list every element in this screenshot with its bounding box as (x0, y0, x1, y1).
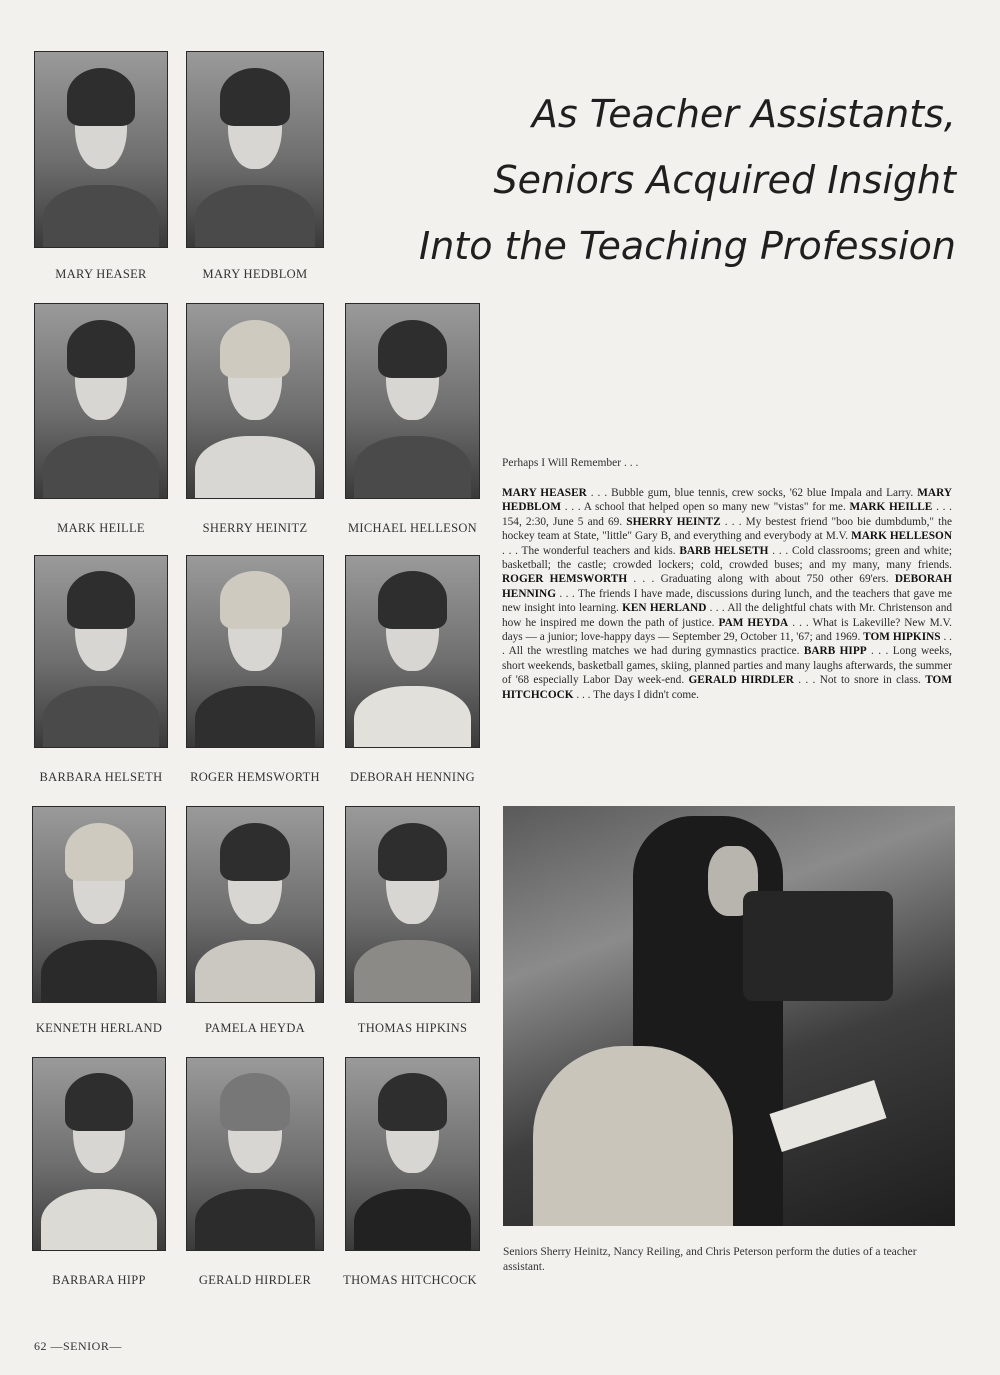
portrait-name: PAMELA HEYDA (204, 1021, 306, 1035)
entry-text: . . . Not to snore in class. (793, 674, 926, 687)
entry-text: . . . All the wrestling matches we had during gymnastics practice. (502, 631, 952, 658)
entry-text: . . . Long weeks, short weekends, basketball games, skiing, planned parties and many laughs afterwards, the summer of '68 especially Labor Day week-end. (502, 645, 953, 687)
portrait-name: ROGER HEMSWORTH (190, 770, 320, 784)
portrait-thomas-hitchcock (345, 1057, 480, 1251)
entry-text: . . . A school that helped open so many new "vistas" for me. (561, 501, 850, 514)
portrait-name: MARY HEASER (55, 267, 147, 281)
entry-text: . . . Bubble gum, blue tennis, crew socks, '62 blue Impala and Larry. (586, 487, 918, 499)
portrait-name: DEBORAH HENNING (350, 770, 475, 784)
entry-name: TOM HIPKINS (863, 631, 941, 644)
portrait-name: BARBARA HELSETH (39, 770, 163, 784)
entry-name: BARB HELSETH (679, 544, 769, 557)
entry-text: . . . What is Lakeville? New M.V. days — a junior; love-happy days — September 29, October 11, '67; and 1969. (502, 616, 952, 644)
photo-caption: Seniors Sherry Heinitz, Nancy Reiling, and Chris Peterson perform the duties of a teacher assistant. (503, 1246, 917, 1273)
article-intro: Perhaps I Will Remember . . . (502, 457, 639, 469)
portrait-name: MARK HEILLE (57, 521, 145, 535)
entry-text: . . . My bestest friend "boo bie dumbdumb," the hockey team at State, "little" Gary B, and everything and everybody at M.V. (502, 515, 952, 543)
entry-text: . . . 154, 2:30, June 5 and 69. (502, 501, 952, 528)
portrait-name: MARY HEDBLOM (202, 267, 308, 281)
portrait-barbara-hipp (32, 1057, 166, 1251)
teacher-assistant-photo (503, 806, 955, 1226)
entry-name: GERALD HIRDLER (688, 674, 794, 687)
headline-line-1: As Teacher Assistants, (531, 92, 956, 136)
entry-name: KEN HERLAND (622, 602, 707, 615)
entry-text: . . . All the delightful chats with Mr. Christenson and how he inspired me down the path of justice. (502, 602, 952, 629)
page-folio: 62 —SENIOR— (34, 1339, 122, 1353)
entry-name: MARY HEASER (502, 487, 587, 499)
portrait-mark-heille (34, 303, 168, 499)
entry-name: BARB HIPP (803, 645, 867, 658)
entry-name: SHERRY HEINTZ (626, 515, 721, 528)
portrait-michael-helleson (345, 303, 480, 499)
portrait-name: KENNETH HERLAND (35, 1021, 163, 1035)
portrait-name: THOMAS HITCHCOCK (343, 1273, 477, 1287)
entry-text: . . . The wonderful teachers and kids. (502, 544, 680, 557)
portrait-kenneth-herland (32, 806, 166, 1003)
portrait-name: THOMAS HIPKINS (357, 1021, 468, 1035)
portrait-name: SHERRY HEINITZ (202, 521, 308, 535)
portrait-pamela-heyda (186, 806, 324, 1003)
portrait-mary-heaser (34, 51, 168, 248)
headline-line-3: Into the Teaching Profession (419, 224, 956, 268)
entry-name: ROGER HEMSWORTH (502, 573, 628, 586)
entry-name: PAM HEYDA (718, 616, 789, 629)
entry-text: . . . The friends I have made, discussions during lunch, and the teachers that gave me new insight into learning. (502, 587, 952, 615)
portrait-gerald-hirdler (186, 1057, 324, 1251)
portrait-name: GERALD HIRDLER (198, 1273, 312, 1287)
portrait-thomas-hipkins (345, 806, 480, 1003)
portrait-barbara-helseth (34, 555, 168, 748)
entry-text: . . . The days I didn't come. (573, 688, 700, 701)
entry-name: DEBORAH HENNING (502, 573, 952, 600)
headline-line-2: Seniors Acquired Insight (493, 158, 956, 202)
portrait-deborah-henning (345, 555, 480, 748)
entry-name: MARY HEDBLOM (502, 487, 952, 514)
entry-text: . . . Graduating along with about 750 other 69'ers. (627, 573, 895, 586)
portrait-roger-hemsworth (186, 555, 324, 748)
portrait-name: MICHAEL HELLESON (348, 521, 477, 535)
entry-text: . . . Cold classrooms; green and white; basketball; the castle; crowded lockers; cold, crowded buses; and my many, many friends. (502, 544, 952, 572)
portrait-mary-hedblom (186, 51, 324, 248)
article-body (502, 486, 952, 702)
portrait-sherry-heinitz (186, 303, 324, 499)
portrait-name: BARBARA HIPP (52, 1273, 146, 1287)
entry-name: MARK HEILLE (849, 501, 933, 514)
entry-name: TOM HITCHCOCK (502, 674, 952, 701)
entry-name: MARK HELLESON (851, 530, 953, 543)
